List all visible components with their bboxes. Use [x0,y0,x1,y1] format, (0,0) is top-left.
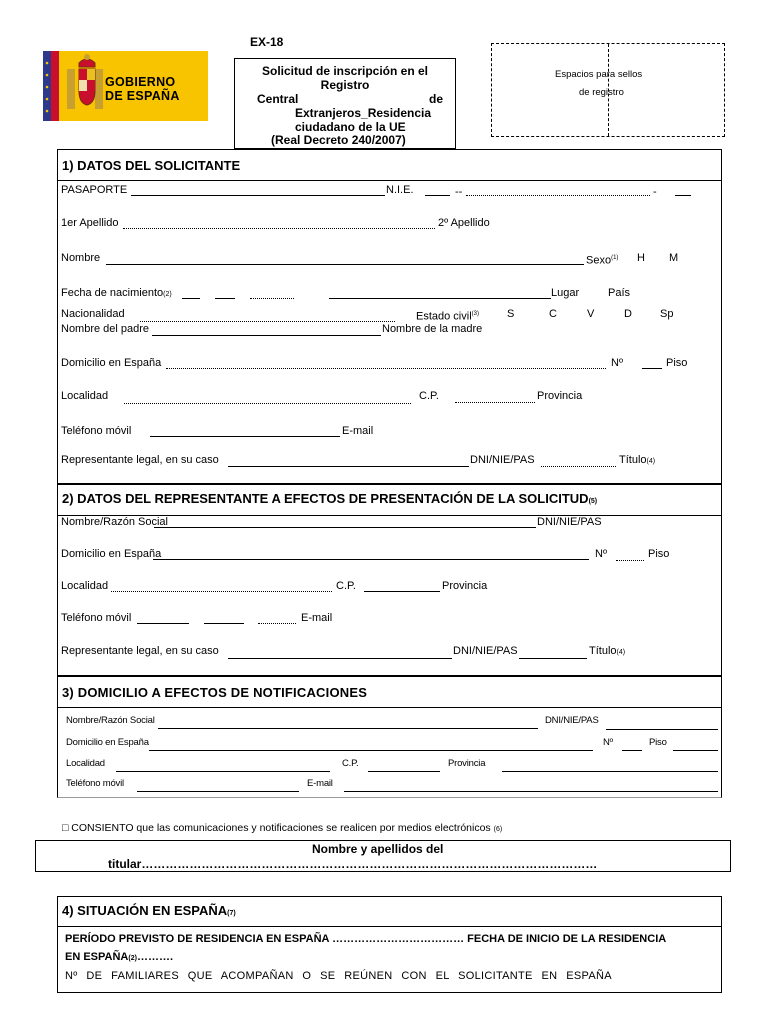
rep-city-field[interactable] [111,591,332,592]
section-3-title: 3) DOMICILIO A EFECTOS DE NOTIFICACIONES [62,685,368,700]
birth-day-field[interactable] [182,298,200,299]
number-field[interactable] [642,368,662,369]
city-label: Localidad [61,390,109,402]
address-label: Domicilio en España [61,357,162,369]
notif-province-field[interactable] [502,771,718,772]
notif-number-field[interactable] [622,750,642,751]
marital-s-option[interactable]: S [507,308,515,320]
rep-province-label: Provincia [442,580,488,592]
section-1-title: 1) DATOS DEL SOLICITANTE [62,158,241,173]
phone-label: Teléfono móvil [61,425,132,437]
section-1-box [57,149,722,485]
rep-address-field[interactable] [153,559,589,560]
notif-postcode-label: C.P. [342,758,359,769]
father-name-label: Nombre del padre [61,323,150,335]
notif-email-label: E-mail [307,778,333,789]
registry-stamp-area [491,43,725,137]
email-label: E-mail [342,425,374,437]
consent-text: CONSIENTO que las comunicaciones y notificaciones se realicen por medios electrónicos [71,822,491,834]
notif-city-label: Localidad [66,758,105,769]
rep-postcode-label: C.P. [336,580,356,592]
birthplace-field[interactable] [329,298,551,299]
residence-period-line: PERÍODO PREVISTO DE RESIDENCIA EN ESPAÑA ……………………………… FECHA DE INICIO DE LA RESIDENCIA [65,933,667,945]
rep-floor-label: Piso [648,548,670,560]
rep-phone-field-3[interactable] [258,623,296,624]
form-title-line4: ciudadano de la UE [295,120,406,134]
form-title-line3: Extranjeros_Residencia [295,106,432,120]
rep-company-field[interactable] [154,527,536,528]
residence-start-label: EN ESPAÑA [65,951,129,963]
rep-number-field[interactable] [616,560,644,561]
notif-floor-label: Piso [649,737,667,748]
rep-legal-rep-id-label: DNI/NIE/PAS [453,645,518,657]
notif-city-field[interactable] [116,771,330,772]
birth-year-field[interactable] [250,298,294,299]
floor-label: Piso [666,357,688,369]
mother-name-label: Nombre de la madre [382,323,483,335]
surname2-label: 2º Apellido [438,217,490,229]
birth-month-field[interactable] [215,298,235,299]
nie-field-3[interactable] [675,195,691,196]
legal-rep-label: Representante legal, en su caso [61,454,219,466]
sex-h-option[interactable]: H [637,252,645,264]
legal-rep-title-label: Título [619,454,647,466]
marital-d-option[interactable]: D [624,308,632,320]
place-label: Lugar [551,287,580,299]
titular-label-line1: Nombre y apellidos del [312,842,444,856]
legal-rep-id-field[interactable] [541,466,616,467]
surname1-field[interactable] [123,228,435,229]
notif-province-label: Provincia [448,758,486,769]
logo-text-line2: DE ESPAÑA [105,89,180,103]
form-title-central: Central [257,92,299,106]
residence-start-field[interactable]: …… [136,951,159,963]
legal-rep-field[interactable] [228,466,469,467]
notif-company-field[interactable] [158,728,538,729]
marital-status-label: Estado civil [416,310,472,323]
titular-box [35,840,731,872]
notif-number-label: Nº [603,737,613,748]
number-label: Nº [611,357,623,369]
city-field[interactable] [124,403,411,404]
notif-email-field[interactable] [344,791,718,792]
rep-phone-label: Teléfono móvil [61,612,132,624]
rep-postcode-field[interactable] [364,591,440,592]
notif-id-field[interactable] [606,729,718,730]
government-logo [43,51,208,121]
form-title-de: de [428,92,443,106]
notif-floor-field[interactable] [673,750,718,751]
passport-label: PASAPORTE [61,184,128,196]
coat-of-arms-icon [43,51,107,121]
stamp-label-line1: Espacios para sellos [555,69,643,80]
notif-company-label: Nombre/Razón Social [66,715,155,726]
rep-phone-field-1[interactable] [137,623,189,624]
nationality-label: Nacionalidad [61,308,125,320]
name-field[interactable] [106,264,584,265]
sex-label: Sexo [586,254,612,267]
section-4-title: 4) SITUACIÓN EN ESPAÑA [62,903,228,918]
phone-field[interactable] [150,436,340,437]
marital-v-option[interactable]: V [587,308,595,320]
sex-m-option[interactable]: M [669,252,679,264]
titular-label-line2[interactable]: titular…………………………………………………………………………………………………… [108,857,598,871]
consent-checkbox[interactable]: □ [62,822,69,834]
logo-text-line1: GOBIERNO [105,75,176,89]
notif-phone-label: Teléfono móvil [66,778,124,789]
address-field[interactable] [166,368,606,369]
father-name-field[interactable] [152,335,381,336]
form-title-box [234,58,456,149]
rep-legal-rep-field[interactable] [228,658,452,659]
name-label: Nombre [61,252,101,264]
rep-number-label: Nº [595,548,607,560]
nationality-field[interactable] [140,321,395,322]
form-code: EX-18 [250,35,284,49]
nie-field-1[interactable] [425,195,450,196]
surname1-label: 1er Apellido [61,217,119,229]
birthdate-label: Fecha de nacimiento [61,287,164,299]
family-members-line: Nº DE FAMILIARES QUE ACOMPAÑAN O SE REÚNEN CON EL SOLICITANTE EN ESPAÑA [65,970,612,982]
marital-sp-option[interactable]: Sp [660,308,674,320]
rep-id-label: DNI/NIE/PAS [537,516,602,528]
rep-legal-rep-id-field[interactable] [519,658,587,659]
province-label: Provincia [537,390,583,402]
nie-label: N.I.E. [386,184,414,196]
rep-company-label: Nombre/Razón Social [61,516,168,528]
rep-legal-rep-title-label: Título [589,645,617,657]
rep-city-label: Localidad [61,580,109,592]
notif-address-field[interactable] [149,750,593,751]
rep-legal-rep-label: Representante legal, en su caso [61,645,219,657]
notif-address-label: Domicilio en España [66,737,149,748]
passport-field[interactable] [131,195,385,196]
stamp-label-line2: de registro [579,87,624,98]
notif-phone-field[interactable] [137,791,299,792]
section-2-title: 2) DATOS DEL REPRESENTANTE A EFECTOS DE PRESENTACIÓN DE LA SOLICITUD [62,491,589,506]
rep-phone-field-2[interactable] [204,623,244,624]
notif-id-label: DNI/NIE/PAS [545,715,599,726]
notif-postcode-field[interactable] [368,771,440,772]
rep-email-label: E-mail [301,612,333,624]
form-title-line5: (Real Decreto 240/2007) [271,133,406,147]
legal-rep-id-label: DNI/NIE/PAS [470,454,535,466]
country-label: País [608,287,631,299]
form-title-line1: Solicitud de inscripción en el Registro [261,64,429,92]
postcode-label: C.P. [419,390,439,402]
marital-c-option[interactable]: C [549,308,557,320]
rep-address-label: Domicilio en España [61,548,162,560]
postcode-field[interactable] [455,402,535,403]
nie-field-2[interactable] [466,195,650,196]
